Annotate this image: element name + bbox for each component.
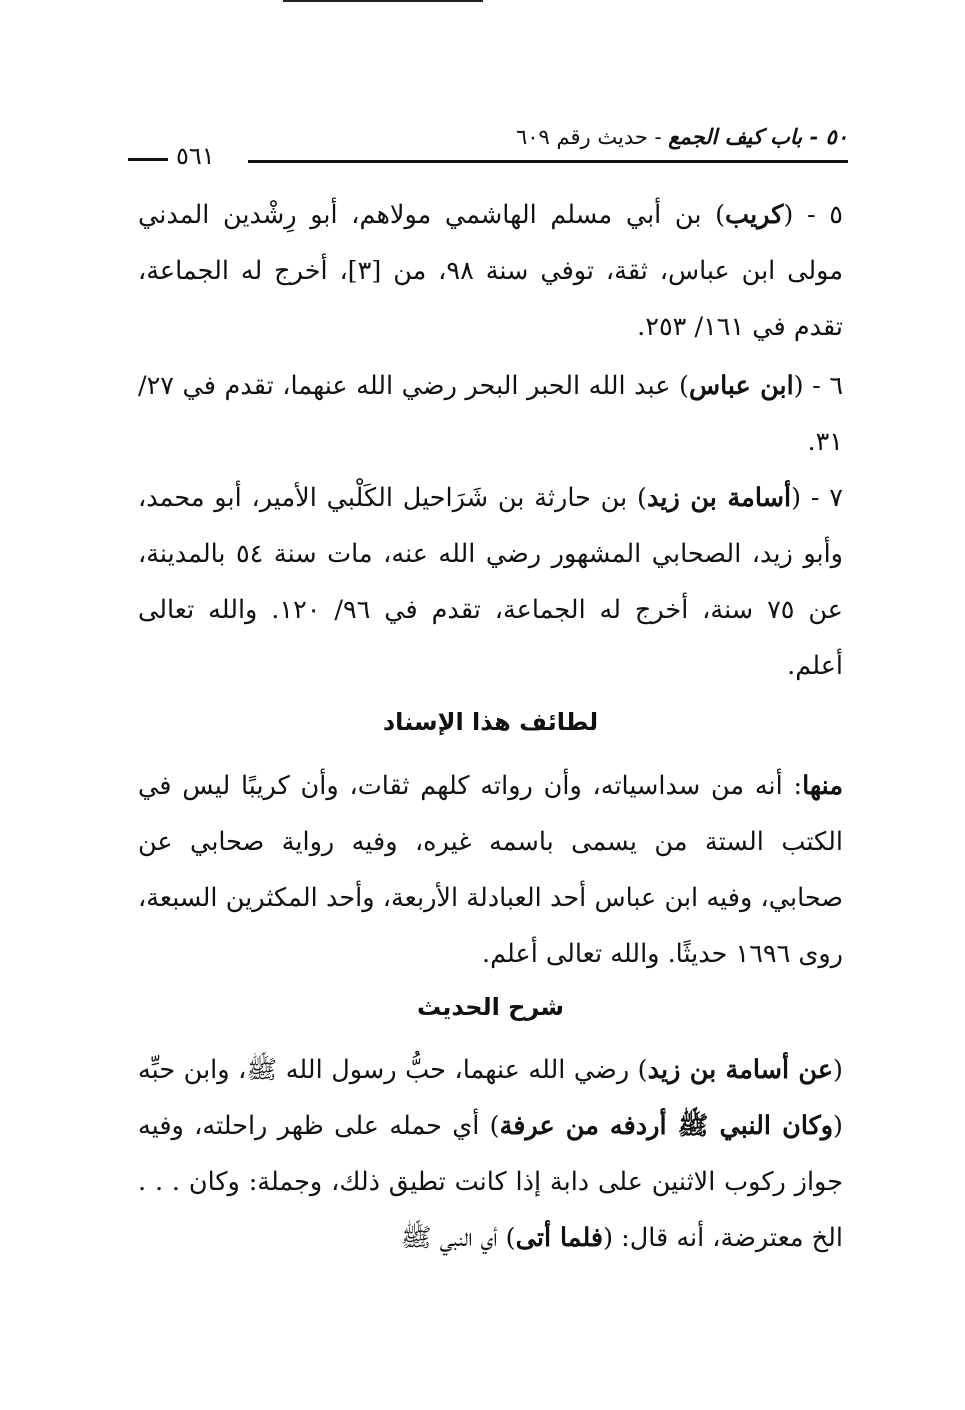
top-rule	[283, 0, 483, 2]
section-heading-sharh: شرح الحديث	[417, 993, 564, 1021]
header-rule	[248, 160, 848, 163]
narrator-6-paragraph	[138, 358, 843, 470]
narrator-number: ٧ - (	[791, 483, 843, 513]
narrator-7-paragraph	[138, 470, 843, 694]
sharh-text: ) رضي الله عنهما، حبُّ رسول الله ﷺ، وابن حبِّه (	[138, 1055, 843, 1141]
narrator-name: ابن عباس	[688, 371, 794, 401]
sharh-text: (	[833, 1055, 843, 1085]
narrator-number: ٥ - (	[783, 200, 843, 230]
sharh-paragraph	[138, 1042, 843, 1266]
sharh-bold-quote: وكان النبي ﷺ أردفه من عرفة	[499, 1111, 834, 1141]
narrator-name: أسامة بن زيد	[646, 483, 792, 513]
sharh-bold-narrator: عن أسامة بن زيد	[647, 1055, 834, 1085]
section-heading-isnad: لطائف هذا الإسناد	[382, 708, 599, 736]
sharh-bold-quote-2: فلما أتى	[515, 1223, 604, 1253]
page-header	[128, 118, 848, 168]
isnad-lead: منها	[802, 771, 843, 801]
narrator-name: كريب	[725, 200, 784, 230]
narrator-number: ٦ - (	[793, 371, 844, 401]
sharh-text: ) أي النبي ﷺ	[400, 1223, 516, 1253]
narrator-text: ) بن أبي مسلم الهاشمي مولاهم، أبو رِشْدين المدني مولى ابن عباس، ثقة، توفي سنة ٩٨، من [٣]، أخرج له الجماعة، تقدم في ١٦١/ ٢٥٣.	[138, 200, 844, 342]
narrator-5-paragraph	[138, 187, 843, 355]
narrator-text: ) عبد الله الحبر البحر رضي الله عنهما، تقدم في ٢٧/ ٣١.	[138, 371, 843, 457]
page-number: ٥٦١	[176, 142, 215, 170]
chapter-title: ٥٠ - باب كيف الجمع	[668, 124, 848, 149]
running-title	[516, 124, 848, 149]
isnad-paragraph	[138, 758, 843, 982]
sharh-text: ) أي حمله على ظهر راحلته، وفيه جواز ركوب الاثنين على دابة إذا كانت تطيق ذلك، وجملة: وكان . . . الخ معترضة، أنه قال: (	[138, 1111, 843, 1253]
hadith-reference: - حديث رقم ٦٠٩	[516, 125, 662, 149]
narrator-text: ) بن حارثة بن شَرَاحيل الكَلْبي الأمير، أبو محمد، وأبو زيد، الصحابي المشهور رضي الله عنه، مات سنة ٥٤ بالمدينة، عن ٧٥ سنة، أخرج له الجماعة، تقدم في ٩٦/ ١٢٠. والله تعالى أعلم.	[138, 483, 843, 681]
isnad-text: : أنه من سداسياته، وأن رواته كلهم ثقات، وأن كريبًا ليس في الكتب الستة من يسمى باسمه غيره، وفيه رواية صحابي عن صحابي، وفيه ابن عباس أحد العبادلة الأربعة، وأحد المكثرين السبعة، روى ١٦٩٦ حديثًا. والله تعالى أعلم.	[138, 771, 843, 969]
page-number-dash	[128, 158, 168, 161]
